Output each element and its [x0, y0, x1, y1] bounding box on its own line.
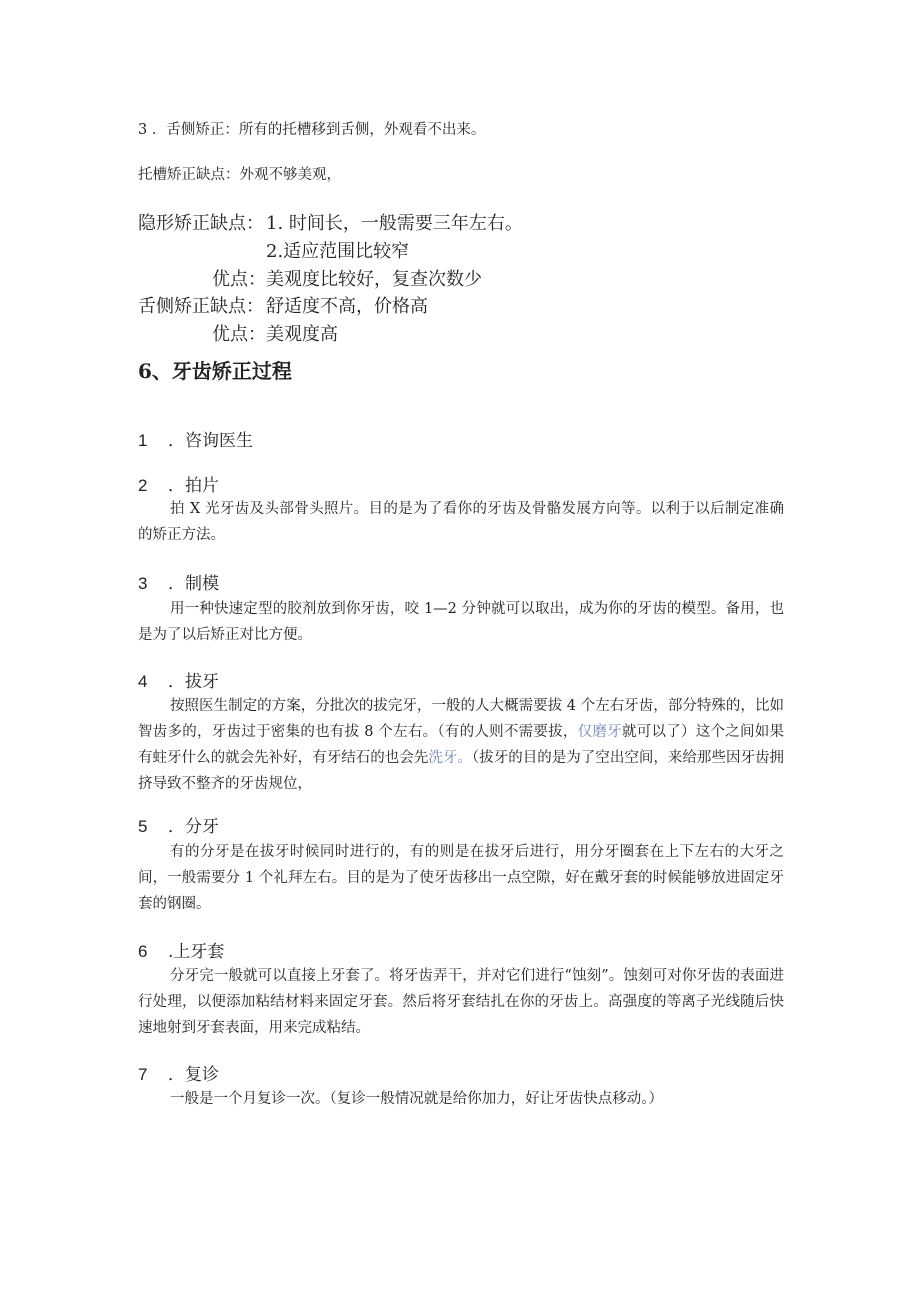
step-heading [138, 569, 219, 594]
step-title: ．分牙 [168, 817, 219, 837]
step-title: ．拍片 [168, 476, 219, 496]
step-heading [138, 667, 219, 692]
step-body: 有的分牙是在拔牙时候同时进行的，有的则是在拔牙后进行，用分牙圈套在上下左右的大牙之间，一般需要分 1 个礼拜左右。目的是为了使牙齿移出一点空隙，好在戴牙套的时候能够放进固定牙套的钢圈。 [138, 844, 784, 912]
step-number: 3 [138, 574, 148, 593]
invisible-con-2: 2.适应范围比较窄 [266, 241, 410, 262]
lingual-cons: 舒适度不高，价格高 [266, 296, 428, 317]
step-title: ．制模 [168, 574, 219, 594]
link-teeth-cleaning[interactable]: 洗牙。 [428, 750, 472, 766]
link-grinding[interactable]: 仅磨牙 [577, 724, 622, 740]
step-number: 2 [138, 476, 148, 495]
step-number: 4 [138, 672, 148, 691]
step-title: ．复诊 [168, 1065, 219, 1085]
step-heading [138, 1060, 219, 1085]
step-title: ．咨询医生 [168, 431, 253, 451]
section-title: 6、牙齿矫正过程 [138, 359, 292, 383]
step-body-text: 就可以了）这个之间如果有蛀牙什么的就会先补好，有牙结石的也会先 [138, 724, 785, 766]
step-body: 拍 X 光牙齿及头部骨头照片。目的是为了看你的牙齿及骨骼发展方向等。以利于以后制定准确的矫正方法。 [138, 501, 784, 543]
step-heading [138, 426, 253, 451]
invisible-cons-label: 隐形矫正缺点： [138, 213, 264, 234]
step-heading [138, 471, 219, 496]
lingual-pros-label: 优点： [212, 324, 266, 345]
step-body [138, 693, 784, 797]
step-body-text: （拔牙的目的是为了空出空间，来给那些因牙齿拥挤导致不整齐的牙齿规位， [138, 750, 785, 792]
step-number: 7 [138, 1065, 148, 1084]
lingual-pros: 美观度高 [266, 324, 338, 345]
step-body: 分牙完一般就可以直接上牙套了。将牙齿弄干，并对它们进行“蚀刻”。蚀刻可对你牙齿的表面进行处理，以便添加粘结材料来固定牙套。然后将牙套结扎在你的牙齿上。高强度的等离子光线随后快速地射到牙套表面，用来完成粘结。 [138, 968, 784, 1036]
step-title: .上牙套 [168, 942, 225, 962]
step-body-text: 按照医生制定的方案，分批次的拔完牙，一般的人大概需要拔 4 个左右牙齿，部分特殊的，比如智齿多的，牙齿过于密集的也有拔 8 个左右。（有的人则不需要拔， [138, 698, 784, 740]
step-body: 一般是一个月复诊一次。（复诊一般情况就是给你加力，好让牙齿快点移动。） [170, 1091, 663, 1107]
step-number: 1 [138, 431, 148, 450]
step-heading [138, 937, 224, 962]
step-number: 6 [138, 942, 148, 961]
lingual-cons-label: 舌侧矫正缺点： [138, 296, 264, 317]
step-body: 用一种快速定型的胶剂放到你牙齿，咬 1—2 分钟就可以取出，成为你的牙齿的模型。备用，也是为了以后矫正对比方便。 [138, 601, 784, 643]
intro-line-lingual: 3 ．舌侧矫正：所有的托槽移到舌侧，外观看不出来。 [138, 122, 486, 138]
invisible-pros-label: 优点： [212, 269, 266, 290]
step-title: ．拔牙 [168, 672, 219, 692]
invisible-pros: 美观度比较好，复查次数少 [266, 269, 482, 290]
intro-line-bracket-cons: 托槽矫正缺点：外观不够美观， [138, 167, 341, 183]
step-heading [138, 812, 219, 837]
invisible-con-1: 1. 时间长，一般需要三年左右。 [266, 213, 523, 234]
step-number: 5 [138, 817, 148, 836]
